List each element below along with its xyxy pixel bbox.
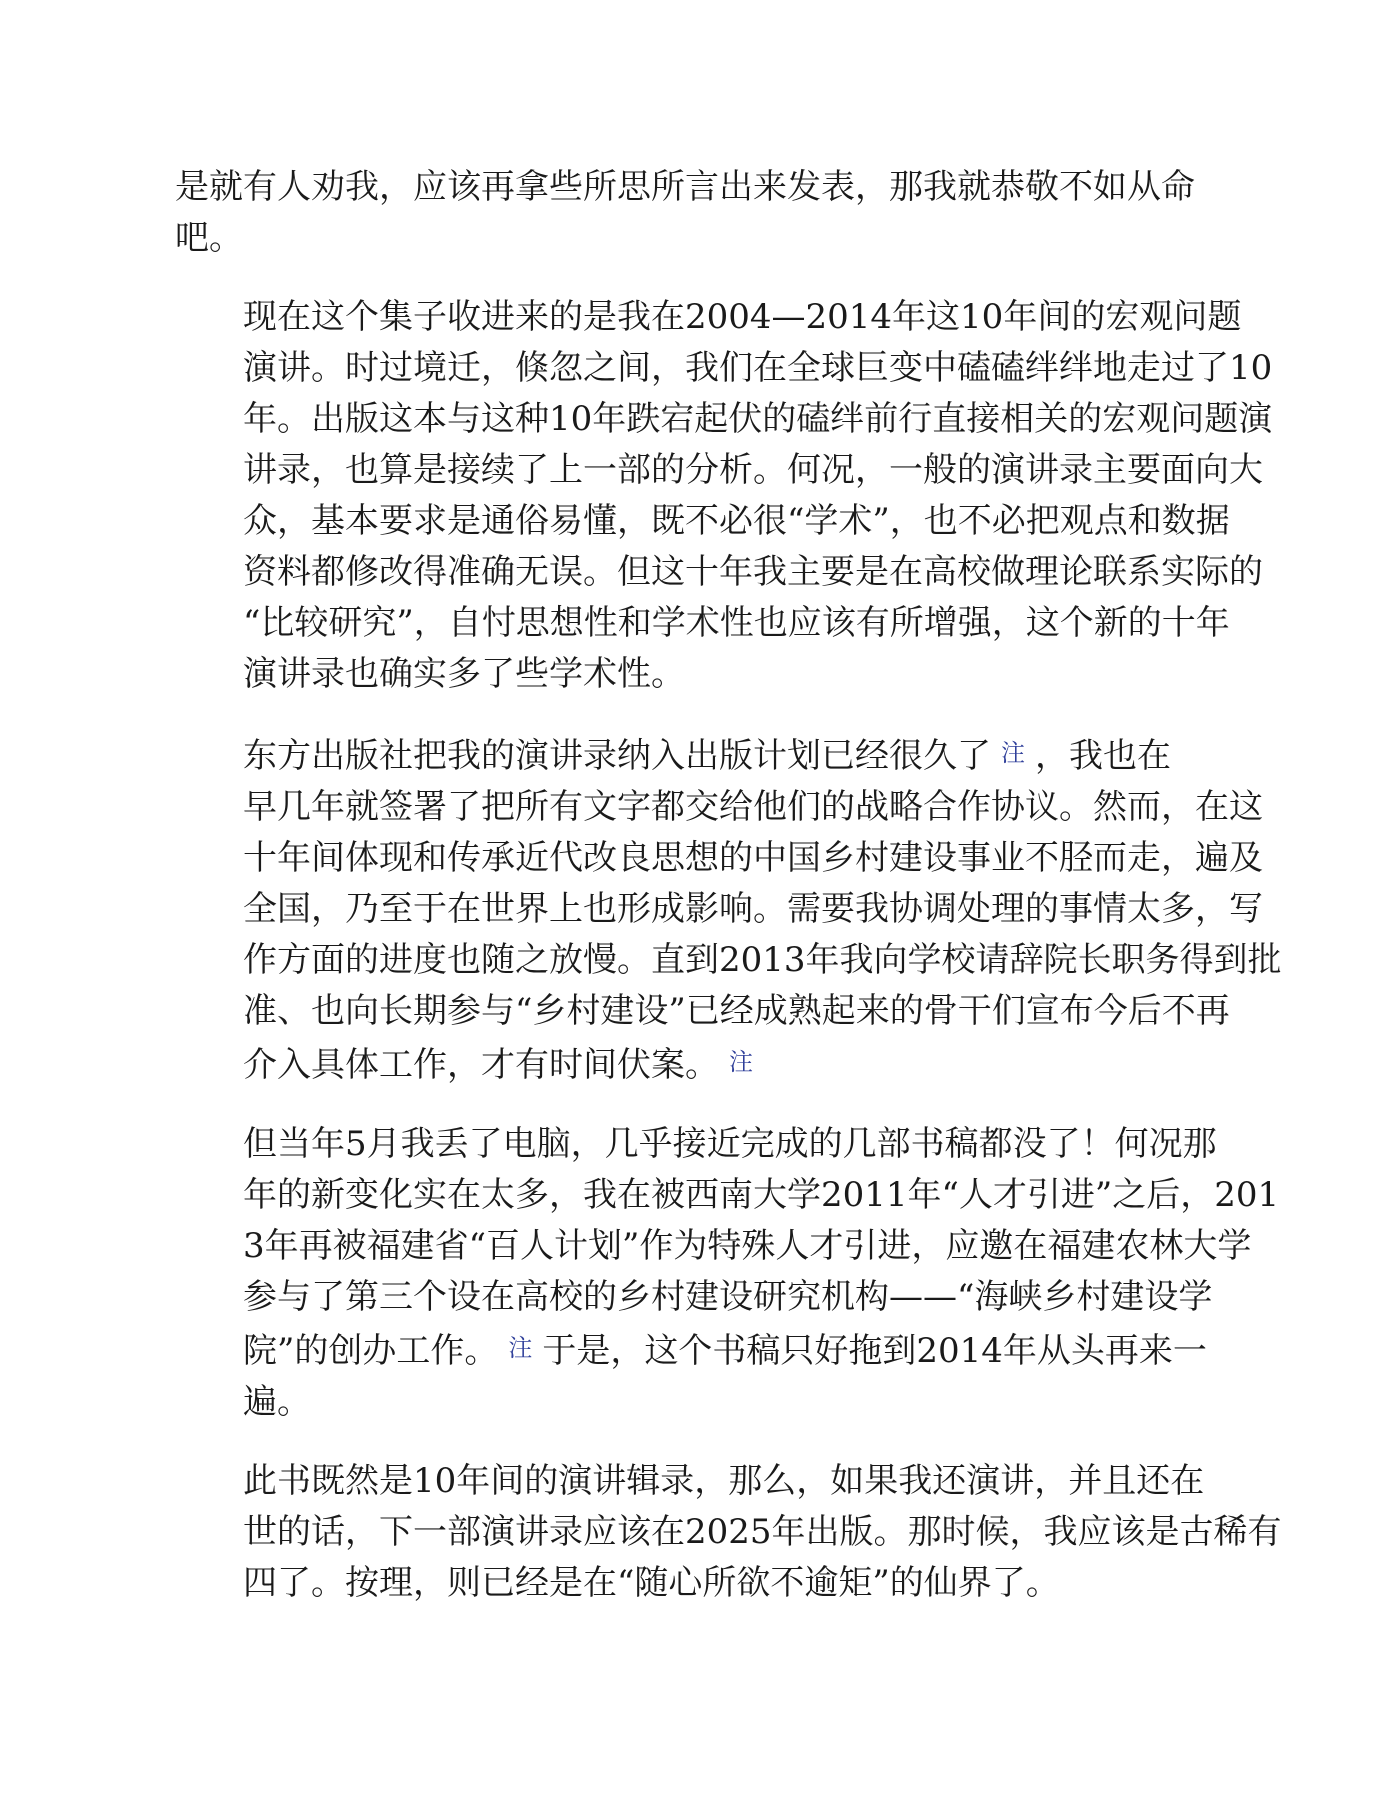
text-run: 吧。	[175, 218, 243, 258]
text-line	[175, 547, 1263, 598]
text-run: 全国，乃至于在世界上也形成影响。需要我协调处理的事情太多，写	[243, 889, 1263, 929]
text-line	[175, 1221, 1252, 1272]
text-run: 众，基本要求是通俗易懂，既不必很“学术”，也不必把观点和数据	[243, 501, 1230, 541]
text-run: 年。出版这本与这种10年跌宕起伏的磕绊前行直接相关的宏观问题演	[243, 399, 1273, 439]
text-line	[175, 1037, 1215, 1091]
paragraph	[175, 728, 1282, 1091]
text-line	[175, 598, 1230, 649]
text-line	[175, 162, 1215, 213]
text-run: 十年间体现和传承近代改良思想的中国乡村建设事业不胫而走，遍及	[243, 838, 1263, 878]
paragraph	[175, 162, 1215, 264]
text-line	[175, 935, 1282, 986]
text-run: 此书既然是10年间的演讲辑录，那么，如果我还演讲，并且还在	[243, 1461, 1205, 1501]
text-run: 是就有人劝我，应该再拿些所思所言出来发表，那我就恭敬不如从命	[175, 167, 1195, 207]
text-line	[175, 1323, 1215, 1377]
text-run: 年的新变化实在太多，我在被西南大学2011年“人才引进”之后，201	[243, 1175, 1280, 1215]
text-run: 参与了第三个设在高校的乡村建设研究机构——“海峡乡村建设学	[243, 1277, 1213, 1317]
text-line	[175, 1272, 1215, 1323]
text-run: 遍。	[243, 1382, 311, 1422]
text-run: 但当年5月我丢了电脑，几乎接近完成的几部书稿都没了！何况那	[243, 1124, 1217, 1164]
text-run: 于是，这个书稿只好拖到2014年从头再来一	[542, 1331, 1207, 1371]
text-line	[175, 1558, 1215, 1609]
text-line	[175, 1456, 1215, 1507]
text-run: 介入具体工作，才有时间伏案。	[243, 1045, 719, 1085]
document-page	[175, 162, 1282, 1637]
text-run: 准、也向长期参与“乡村建设”已经成熟起来的骨干们宣布今后不再	[243, 991, 1230, 1031]
text-line	[175, 833, 1263, 884]
text-line	[175, 292, 1242, 343]
paragraph	[175, 292, 1273, 700]
text-line	[175, 496, 1230, 547]
footnote-link[interactable]: 注	[1001, 739, 1025, 767]
text-line	[175, 343, 1273, 394]
text-line	[175, 728, 1215, 782]
text-run: 3年再被福建省“百人计划”作为特殊人才引进，应邀在福建农林大学	[243, 1226, 1252, 1266]
text-run: 讲录，也算是接续了上一部的分析。何况，一般的演讲录主要面向大	[243, 450, 1263, 490]
text-run: 资料都修改得准确无误。但这十年我主要是在高校做理论联系实际的	[243, 552, 1263, 592]
text-line	[175, 649, 1215, 700]
footnote-link[interactable]: 注	[729, 1048, 753, 1076]
text-run: 现在这个集子收进来的是我在2004—2014年这10年间的宏观问题	[243, 297, 1242, 337]
text-run: ，我也在	[1035, 736, 1171, 776]
text-run: 早几年就签署了把所有文字都交给他们的战略合作协议。然而，在这	[243, 787, 1263, 827]
text-line	[175, 782, 1263, 833]
text-line	[175, 445, 1263, 496]
text-line	[175, 986, 1230, 1037]
text-line	[175, 394, 1273, 445]
text-line	[175, 1377, 1215, 1428]
text-run: 东方出版社把我的演讲录纳入出版计划已经很久了	[243, 736, 991, 776]
text-line	[175, 1119, 1215, 1170]
text-run: 世的话，下一部演讲录应该在2025年出版。那时候，我应该是古稀有	[243, 1512, 1282, 1552]
text-run: 四了。按理，则已经是在“随心所欲不逾矩”的仙界了。	[243, 1563, 1060, 1603]
text-run: 院”的创办工作。	[243, 1331, 499, 1371]
text-line	[175, 213, 1215, 264]
text-run: 作方面的进度也随之放慢。直到2013年我向学校请辞院长职务得到批	[243, 940, 1282, 980]
text-run: 演讲录也确实多了些学术性。	[243, 654, 685, 694]
footnote-link[interactable]: 注	[508, 1334, 533, 1362]
paragraph	[175, 1119, 1280, 1428]
text-run: “比较研究”，自忖思想性和学术性也应该有所增强，这个新的十年	[243, 603, 1230, 643]
text-line	[175, 1170, 1280, 1221]
text-line	[175, 884, 1263, 935]
text-run: 演讲。时过境迁，倏忽之间，我们在全球巨变中磕磕绊绊地走过了10	[243, 348, 1273, 388]
paragraph	[175, 1456, 1282, 1609]
text-line	[175, 1507, 1282, 1558]
